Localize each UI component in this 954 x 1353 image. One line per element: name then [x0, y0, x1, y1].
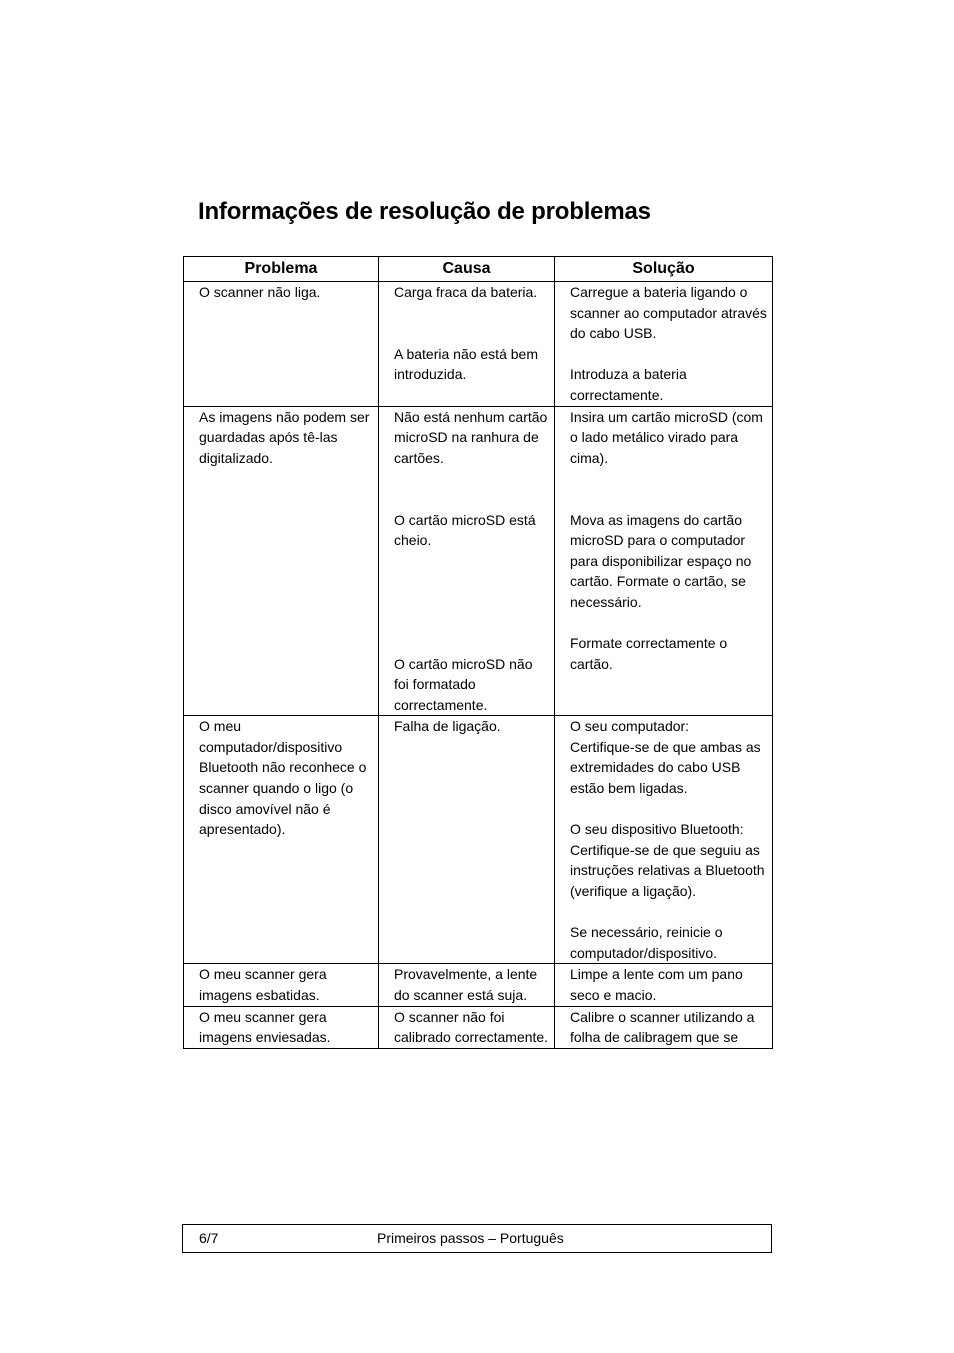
header-solution: Solução [555, 257, 773, 282]
cause-cell [379, 964, 555, 1006]
solution-text: Introduza a bateria correctamente. [570, 366, 687, 403]
problem-cell [184, 1006, 379, 1048]
page-title: Informações de resolução de problemas [198, 198, 651, 225]
solution-cell [555, 716, 773, 964]
table-header-row [184, 257, 773, 282]
solution-cell [555, 964, 773, 1006]
header-problem: Problema [184, 257, 379, 282]
cause-text: Falha de ligação. [394, 718, 501, 735]
problem-text: As imagens não podem ser guardadas após tê-las digitalizado. [199, 408, 370, 466]
page-footer [182, 1224, 772, 1253]
problem-cell [184, 964, 379, 1006]
cause-text: A bateria não está bem introduzida. [394, 345, 538, 383]
page-number: 6/7 [199, 1230, 219, 1246]
table-row [184, 1006, 773, 1048]
cause-text: O cartão microSD está cheio. [394, 511, 536, 549]
solution-text: Se necessário, reinicie o computador/dispositivo. [570, 924, 723, 961]
problem-cell [184, 406, 379, 716]
cause-cell [379, 1006, 555, 1048]
solution-text: Mova as imagens do cartão microSD para o computador para disponibilizar espaço no cartão. Formate o cartão, se necessário. [570, 511, 752, 610]
cause-text: Carga fraca da bateria. [394, 284, 538, 300]
problem-text: O meu scanner gera imagens enviesadas. [199, 1008, 331, 1046]
cause-text: O cartão microSD não foi formatado correctamente. [394, 655, 533, 713]
problem-text: O meu computador/dispositivo Bluetooth não reconhece o scanner quando o ligo (o disco amovível não é apresentado). [199, 718, 367, 838]
solution-text: Insira um cartão microSD (com o lado metálico virado para cima). [570, 408, 763, 466]
solution-text: Limpe a lente com um pano seco e macio. [570, 966, 743, 1004]
solution-cell [555, 282, 773, 407]
table-row [184, 964, 773, 1006]
solution-cell [555, 1006, 773, 1048]
cause-text: O scanner não foi calibrado correctamente. [394, 1008, 549, 1046]
table-row [184, 716, 773, 964]
table-row [184, 282, 773, 407]
problem-cell [184, 716, 379, 964]
problem-text: O scanner não liga. [199, 284, 321, 300]
cause-cell [379, 282, 555, 407]
solution-text: O seu computador: Certifique-se de que ambas as extremidades do cabo USB estão bem ligadas. [570, 718, 761, 797]
cause-cell [379, 406, 555, 716]
document-title: Primeiros passos – Português [377, 1230, 564, 1246]
solution-text: Calibre o scanner utilizando a folha de calibragem que se [570, 1008, 755, 1046]
problem-cell [184, 282, 379, 407]
solution-text: Formate correctamente o cartão. [570, 635, 728, 672]
troubleshooting-table [183, 256, 773, 1049]
cause-text: Provavelmente, a lente do scanner está suja. [394, 966, 538, 1004]
solution-text: Carregue a bateria ligando o scanner ao computador através do cabo USB. [570, 284, 767, 342]
table-row [184, 406, 773, 716]
solution-cell [555, 406, 773, 716]
cause-text: Não está nenhum cartão microSD na ranhura de cartões. [394, 408, 548, 466]
cause-cell [379, 716, 555, 964]
problem-text: O meu scanner gera imagens esbatidas. [199, 966, 327, 1004]
solution-text: O seu dispositivo Bluetooth: Certifique-se de que seguiu as instruções relativas a Bluetooth (verifique a ligação). [570, 821, 765, 900]
header-cause: Causa [379, 257, 555, 282]
